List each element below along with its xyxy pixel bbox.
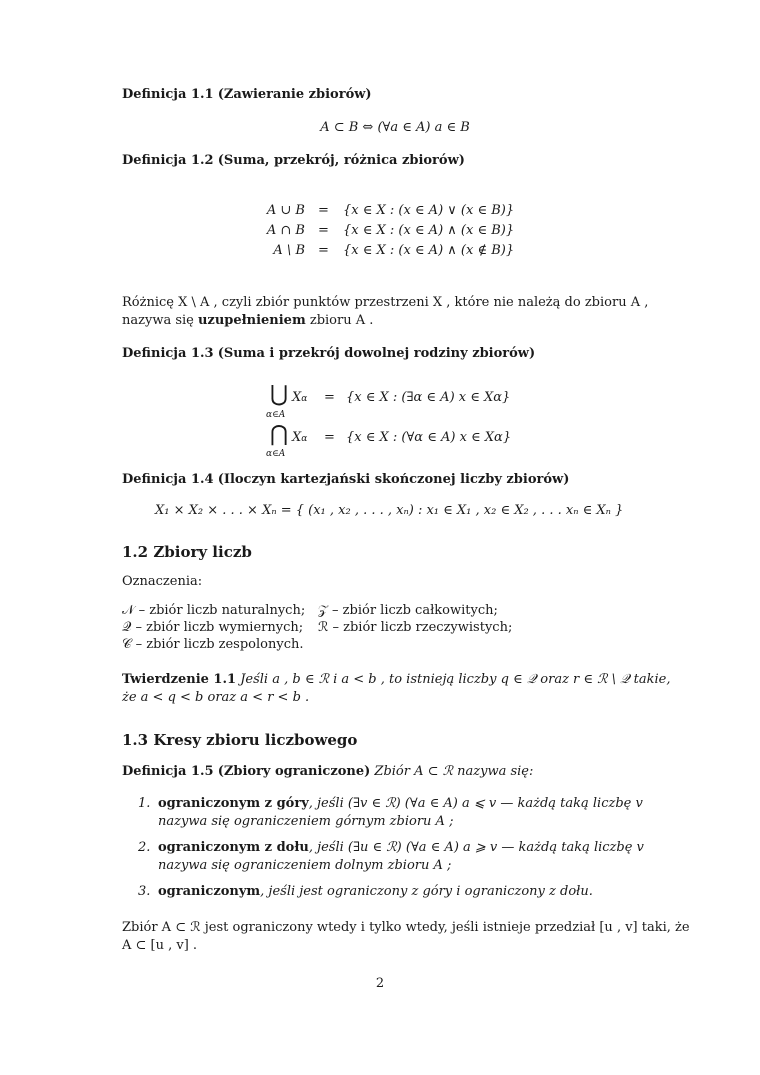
eq-lhs: A \ B bbox=[273, 243, 305, 258]
eq-rhs: {x ∈ X : (∃α ∈ A) x ∈ Xα} bbox=[346, 390, 511, 405]
def-1-4-title: (Iloczyn kartezjański skończonej liczby zbiorów) bbox=[217, 472, 570, 487]
eq-lhs: A ∩ B bbox=[266, 223, 305, 238]
def-1-3-title: (Suma i przekrój dowolnej rodziny zbiorów) bbox=[217, 346, 536, 361]
op-term: Xα bbox=[292, 390, 308, 405]
def-1-3-heading bbox=[122, 346, 535, 361]
eq-sign: = bbox=[318, 203, 329, 218]
def-1-1-title: (Zawieranie zbiorów) bbox=[217, 87, 372, 102]
eq-rhs: {x ∈ X : (∀α ∈ A) x ∈ Xα} bbox=[346, 430, 512, 445]
eq-rhs: {x ∈ X : (x ∈ A) ∧ (x ∈ B)} bbox=[343, 223, 515, 238]
def-1-2-label: Definicja 1.2 bbox=[122, 153, 214, 168]
def-1-1-label: Definicja 1.1 bbox=[122, 87, 214, 102]
section-1-2-heading: 1.2 Zbiory liczb bbox=[122, 543, 252, 561]
eq-sign: = bbox=[324, 390, 335, 405]
item-text-cont: nazywa się ograniczeniem dolnym zbioru A ; bbox=[158, 858, 452, 873]
big-intersection-symbol: ⋂ bbox=[270, 422, 289, 447]
page-number: 2 bbox=[375, 976, 385, 991]
section-1-3-heading: 1.3 Kresy zbioru liczbowego bbox=[122, 731, 358, 749]
list-item bbox=[158, 840, 644, 855]
notation-item: 𝒬 – zbiór liczb wymiernych; bbox=[122, 620, 304, 635]
def-1-4-label: Definicja 1.4 bbox=[122, 472, 214, 487]
def-1-2-title: (Suma, przekrój, różnica zbiorów) bbox=[217, 153, 465, 168]
op-index: α∈A bbox=[266, 449, 286, 459]
eq-lhs: A ∪ B bbox=[266, 203, 305, 218]
notation-item: ℛ – zbiór liczb rzeczywistych; bbox=[318, 620, 513, 635]
def-1-5-heading bbox=[122, 764, 533, 779]
item-text: , jeśli jest ograniczony z góry i ograniczony z dołu. bbox=[260, 884, 593, 899]
def-1-4-heading bbox=[122, 472, 569, 487]
eq-rhs: {x ∈ X : (x ∈ A) ∧ (x ∉ B)} bbox=[343, 243, 515, 258]
item-text: , jeśli (∃v ∈ ℛ) (∀a ∈ A) a ⩽ v — każdą taką liczbę v bbox=[308, 796, 643, 811]
list-item bbox=[158, 884, 593, 899]
big-union-symbol: ⋃ bbox=[270, 382, 289, 407]
note-term: uzupełnieniem bbox=[197, 313, 306, 328]
list-number: 1. bbox=[138, 796, 151, 811]
theorem-text-cont: że a < q < b oraz a < r < b . bbox=[122, 690, 310, 705]
theorem-label: Twierdzenie 1.1 bbox=[122, 672, 237, 687]
theorem-1-1 bbox=[122, 672, 670, 687]
def-1-4-formula: X₁ × X₂ × . . . × Xₙ = { (x₁ , x₂ , . . . , xₙ) : x₁ ∈ X₁ , x₂ ∈ X₂ , . . . xₙ ∈ Xₙ } bbox=[155, 503, 624, 518]
op-index: α∈A bbox=[266, 410, 286, 420]
notation-item: 𝒩 – zbiór liczb naturalnych; bbox=[122, 603, 306, 618]
def-1-1-formula: A ⊂ B ⇔ (∀a ∈ A) a ∈ B bbox=[320, 120, 470, 135]
note-text-end: zbioru A . bbox=[305, 313, 374, 328]
complement-note bbox=[122, 294, 667, 330]
eq-sign: = bbox=[318, 223, 329, 238]
eq-sign: = bbox=[324, 430, 335, 445]
notation-item: 𝒞 – zbiór liczb zespolonych. bbox=[122, 637, 304, 652]
eq-rhs: {x ∈ X : (x ∈ A) ∨ (x ∈ B)} bbox=[343, 203, 515, 218]
item-text-cont: nazywa się ograniczeniem górnym zbioru A ; bbox=[158, 814, 454, 829]
def-1-2-heading bbox=[122, 153, 465, 168]
def-1-5-label: Definicja 1.5 bbox=[122, 764, 214, 779]
def-1-5-intro: Zbiór A ⊂ ℛ nazywa się: bbox=[374, 764, 534, 779]
def-1-1-heading bbox=[122, 87, 372, 102]
notation-item: 𝒵 – zbiór liczb całkowitych; bbox=[318, 603, 498, 618]
item-term: ograniczonym z góry bbox=[158, 796, 309, 811]
list-number: 3. bbox=[138, 884, 151, 899]
notation-intro: Oznaczenia: bbox=[122, 574, 203, 589]
def-1-3-label: Definicja 1.3 bbox=[122, 346, 214, 361]
item-text: , jeśli (∃u ∈ ℛ) (∀a ∈ A) a ⩾ v — każdą taką liczbę v bbox=[308, 840, 644, 855]
closing-text-cont: A ⊂ [u , v] . bbox=[122, 938, 198, 953]
list-item bbox=[158, 796, 643, 811]
theorem-text: Jeśli a , b ∈ ℛ i a < b , to istnieją liczby q ∈ 𝒬 oraz r ∈ ℛ \ 𝒬 takie, bbox=[240, 672, 671, 687]
def-1-5-title: (Zbiory ograniczone) bbox=[217, 764, 371, 779]
item-term: ograniczonym z dołu bbox=[158, 840, 309, 855]
eq-sign: = bbox=[318, 243, 329, 258]
item-term: ograniczonym bbox=[158, 884, 261, 899]
closing-text: Zbiór A ⊂ ℛ jest ograniczony wtedy i tylko wtedy, jeśli istnieje przedział [u , v] taki, że bbox=[122, 920, 690, 935]
op-term: Xα bbox=[292, 430, 308, 445]
list-number: 2. bbox=[138, 840, 151, 855]
note-text: Różnicę X \ A , czyli zbiór punktów przestrzeni X , które nie należą do zbioru A , nazywa się bbox=[122, 295, 649, 328]
